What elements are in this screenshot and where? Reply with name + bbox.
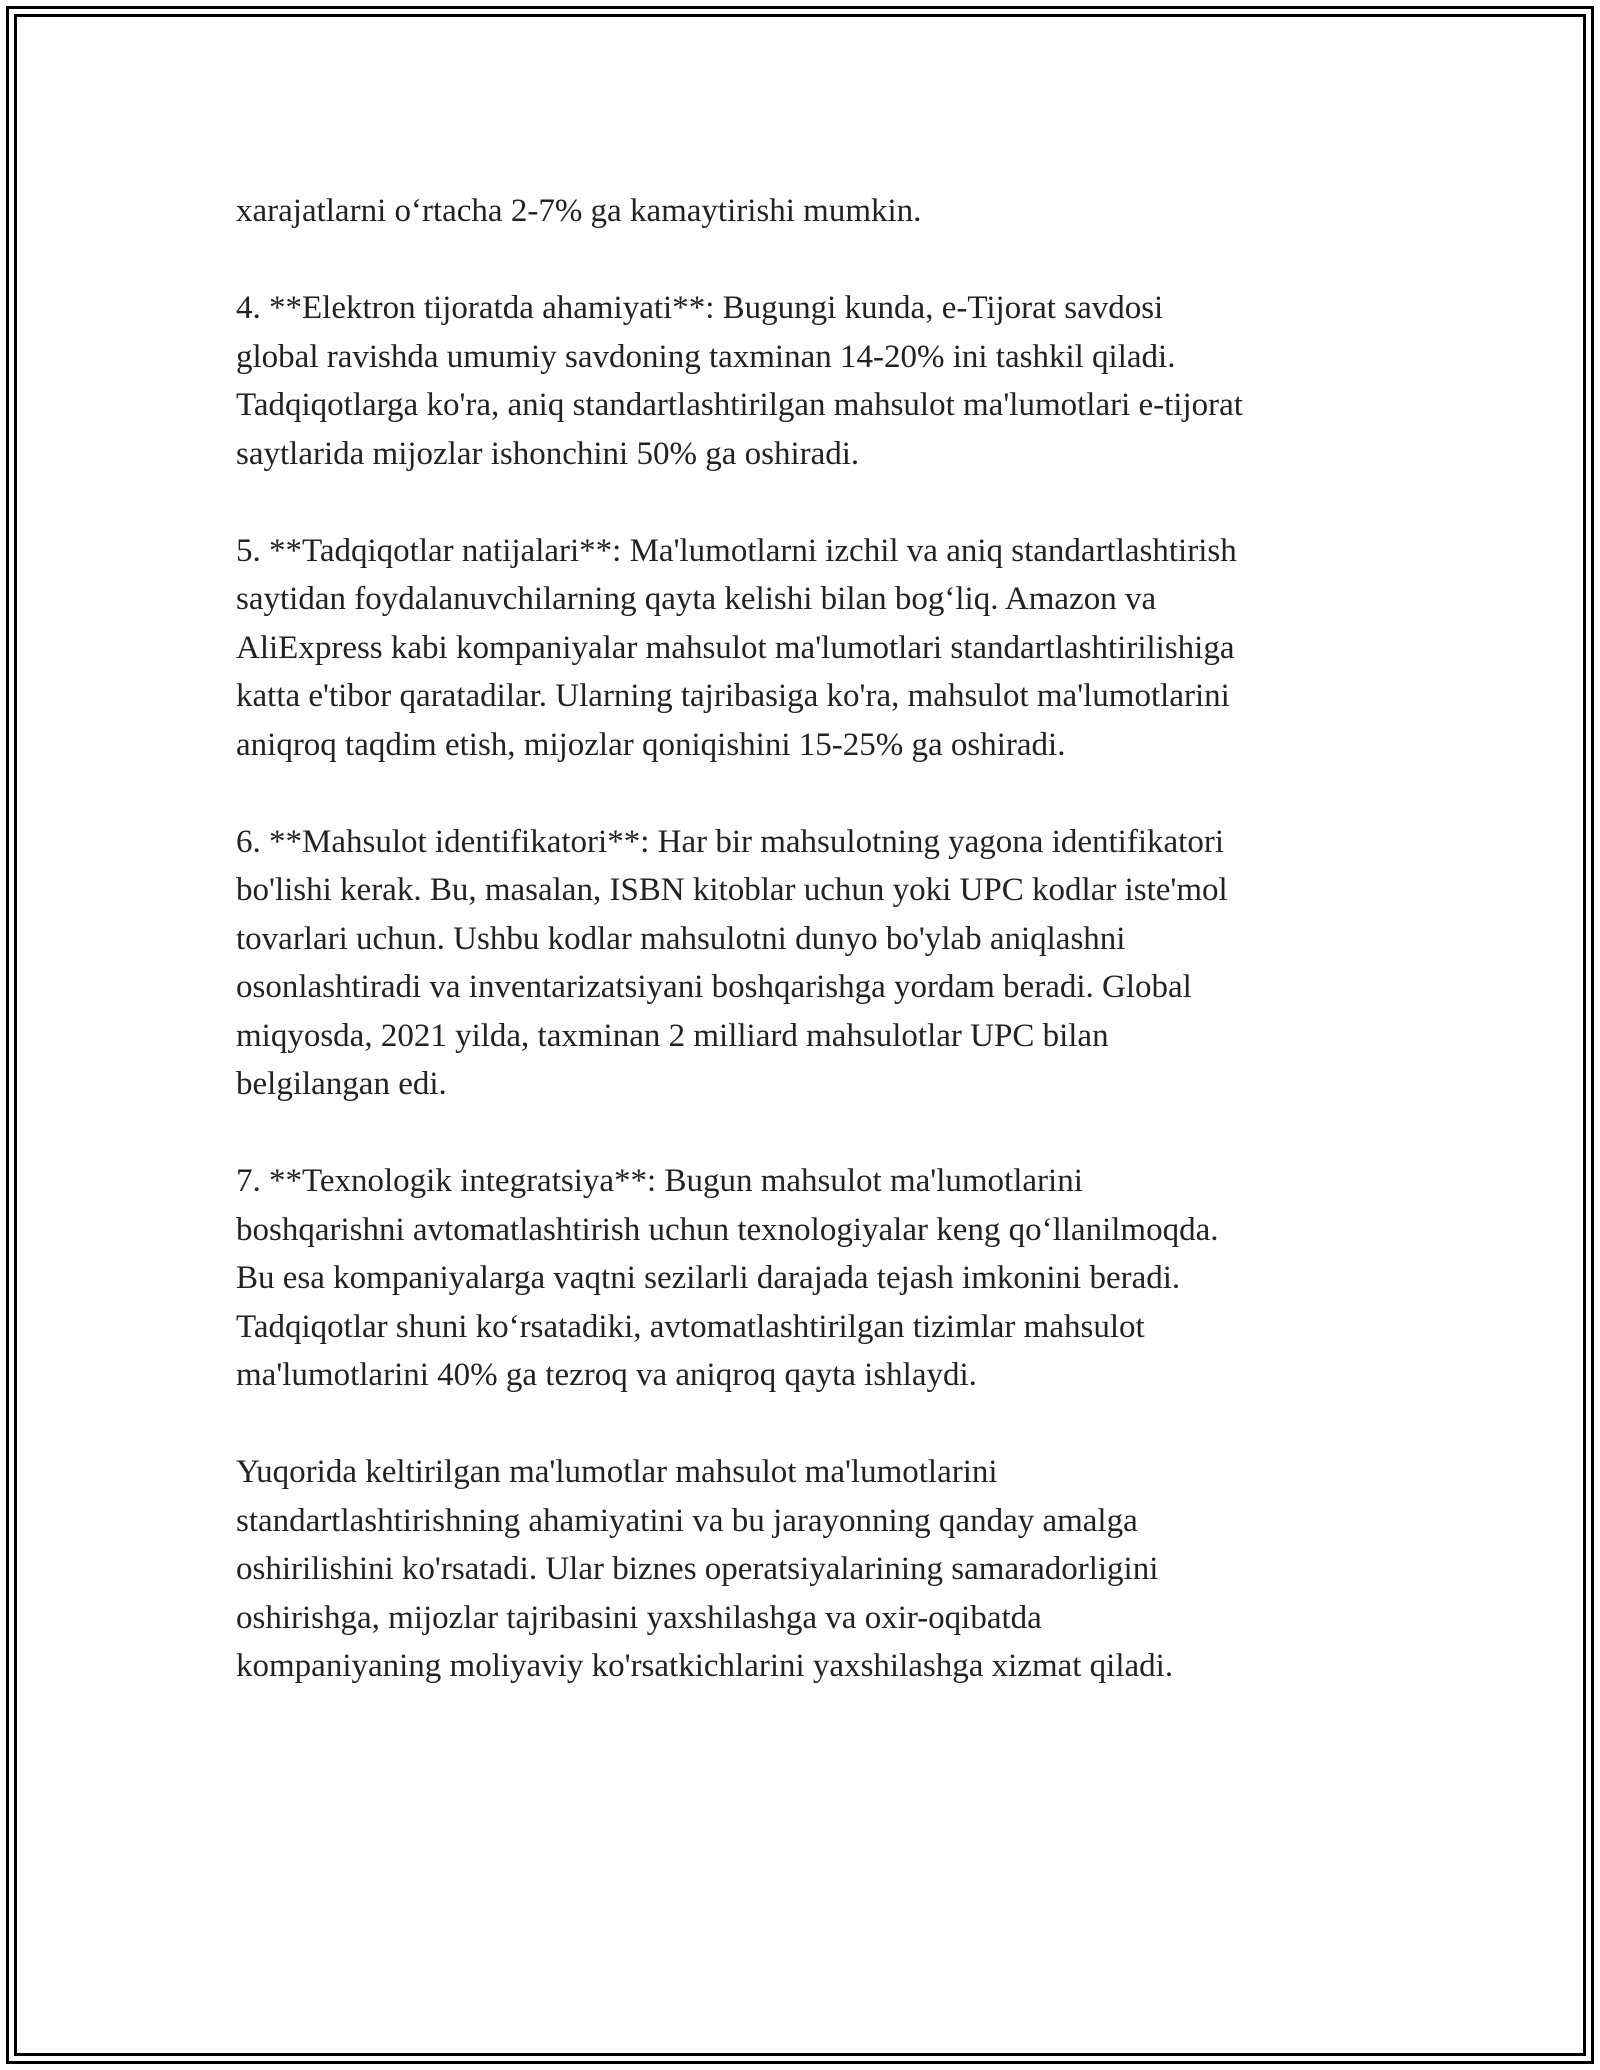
text-line: Bu esa kompaniyalarga vaqtni sezilarli darajada tejash imkonini beradi. <box>236 1260 1181 1296</box>
text-line: saytlarida mijozlar ishonchini 50% ga oshiradi. <box>236 435 860 472</box>
text-line: oshirishga, mijozlar tajribasini yaxshilashga va oxir-oqibatda <box>236 1599 1042 1636</box>
text-line: bo'lishi kerak. Bu, masalan, ISBN kitoblar uchun yoki UPC kodlar iste'mol <box>236 872 1228 908</box>
text-line: 6. **Mahsulot identifikatori**: Har bir mahsulotning yagona identifikatori <box>236 823 1224 860</box>
text-line: saytidan foydalanuvchilarning qayta kelishi bilan bog‘liq. Amazon va <box>236 581 1157 617</box>
text-line: Yuqorida keltirilgan ma'lumotlar mahsulot ma'lumotlarini <box>236 1454 998 1490</box>
paragraph-item-6 <box>236 818 1366 1109</box>
text-line: katta e'tibor qaratadilar. Ularning tajribasiga ko'ra, mahsulot ma'lumotlarini <box>236 678 1230 714</box>
text-line: xarajatlarni o‘rtacha 2-7% ga kamaytirishi mumkin. <box>236 193 922 229</box>
text-line: Tadqiqotlar shuni ko‘rsatadiki, avtomatlashtirilgan tizimlar mahsulot <box>236 1308 1145 1345</box>
text-line: ma'lumotlarini 40% ga tezroq va aniqroq qayta ishlaydi. <box>236 1357 977 1393</box>
paragraph-item-4 <box>236 284 1366 478</box>
text-line: 4. **Elektron tijoratda ahamiyati**: Bugungi kunda, e-Tijorat savdosi <box>236 290 1164 326</box>
text-line: boshqarishni avtomatlashtirish uchun texnologiyalar keng qo‘llanilmoqda. <box>236 1211 1219 1248</box>
text-line: belgilangan edi. <box>236 1066 447 1102</box>
paragraph-conclusion <box>236 1448 1366 1691</box>
text-line: global ravishda umumiy savdoning taxminan 14-20% ini tashkil qiladi. <box>236 338 1176 375</box>
document-body <box>236 187 1366 1739</box>
paragraph-item-5 <box>236 527 1366 770</box>
text-line: Tadqiqotlarga ko'ra, aniq standartlashtirilgan mahsulot ma'lumotlari e-tijorat <box>236 387 1243 423</box>
text-line: kompaniyaning moliyaviy ko'rsatkichlarini yaxshilashga xizmat qiladi. <box>236 1648 1174 1684</box>
text-line: standartlashtirishning ahamiyatini va bu jarayonning qanday amalga <box>236 1502 1138 1539</box>
text-line: osonlashtiradi va inventarizatsiyani boshqarishga yordam beradi. Global <box>236 969 1192 1005</box>
text-line: 7. **Texnologik integratsiya**: Bugun mahsulot ma'lumotlarini <box>236 1163 1083 1199</box>
text-line: tovarlari uchun. Ushbu kodlar mahsulotni dunyo bo'ylab aniqlashni <box>236 920 1126 957</box>
text-line: aniqroq taqdim etish, mijozlar qoniqishini 15-25% ga oshiradi. <box>236 726 1066 763</box>
text-line: 5. **Tadqiqotlar natijalari**: Ma'lumotlarni izchil va aniq standartlashtirish <box>236 532 1237 569</box>
text-line: oshirilishini ko'rsatadi. Ular biznes operatsiyalarining samaradorligini <box>236 1551 1159 1587</box>
text-line: miqyosda, 2021 yilda, taxminan 2 milliard mahsulotlar UPC bilan <box>236 1017 1109 1054</box>
text-line: AliExpress kabi kompaniyalar mahsulot ma'lumotlari standartlashtirilishiga <box>236 629 1235 666</box>
paragraph-continuation <box>236 187 1366 236</box>
paragraph-item-7 <box>236 1157 1366 1400</box>
